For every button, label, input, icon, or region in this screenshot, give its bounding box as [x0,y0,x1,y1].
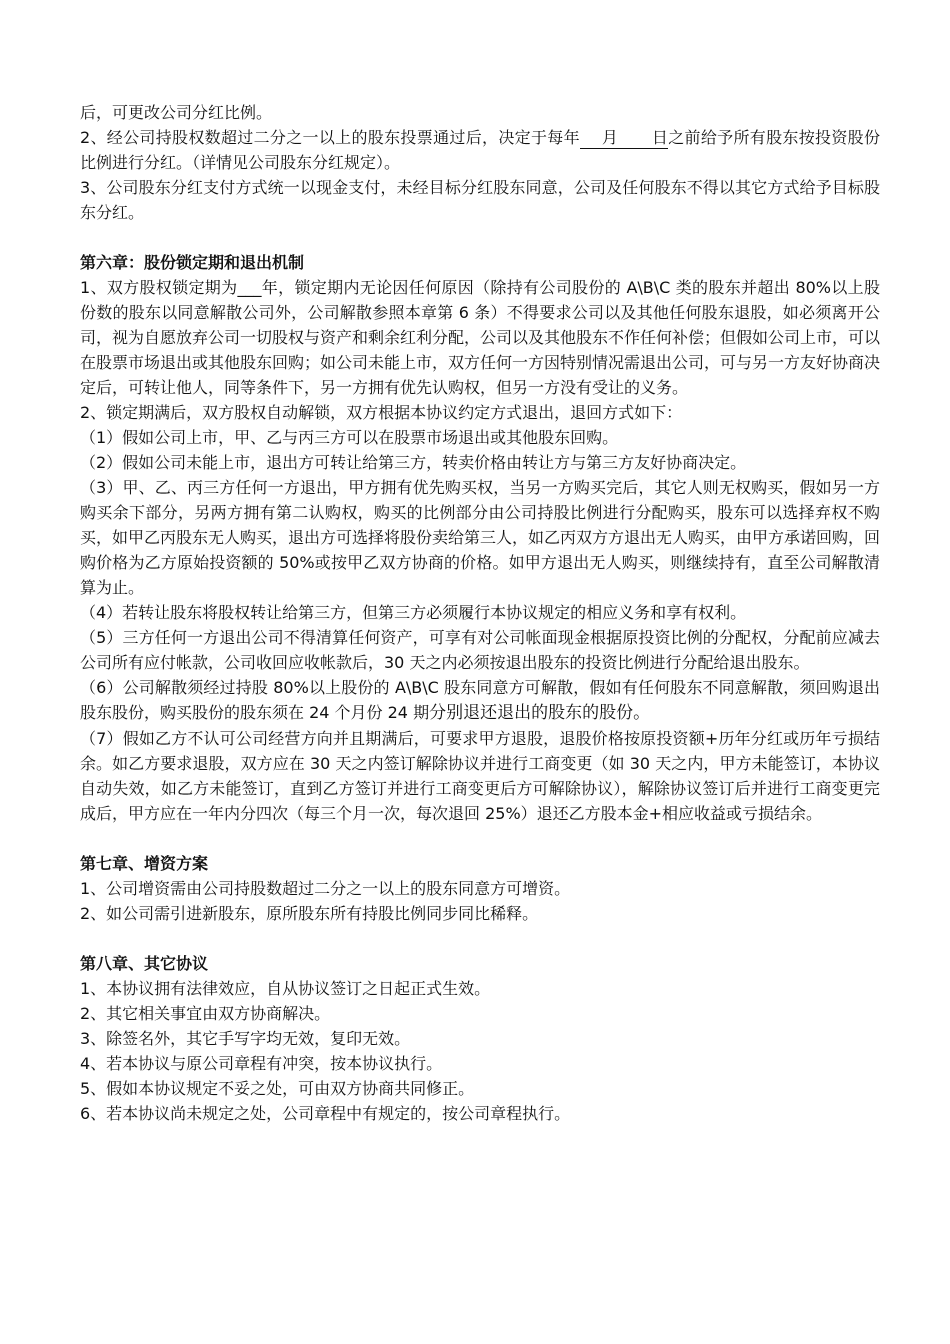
ch8-item: 3、除签名外，其它手写字均无效，复印无效。 [80,1029,411,1048]
ch6-item-7: （7）假如乙方不认可公司经营方向并且期满后，可要求甲方退股，退股价格按原投资额+历年分红或历年亏损结余。如乙方要求退股，双方应在 30 天之内签订解除协议并进行工商变更（如 30 天之内，甲方未能签订，本协议自动失效，如乙方未能签订，直到乙方签订并进行工商变更后方可解除协议），解除协议签订后并进行工商变更完成后，甲方应在一年内分四次（每三个月一次，每次退回 25%）退还乙方股本金+相应收益或亏损结余。 [80,729,880,823]
ch6-item-6 [80,675,880,726]
ch8-item: 2、其它相关事宜由双方协商解决。 [80,1004,331,1023]
intro-paragraph-3: 3、公司股东分红支付方式统一以现金支付，未经目标分红股东同意，公司及任何股东不得以其它方式给予目标股东分红。 [80,178,880,222]
intro-paragraph-0: 后，可更改公司分红比例。 [80,103,273,122]
month-label: 月 [601,128,618,147]
document-page [80,100,880,1126]
chapter-8-title: 第八章、其它协议 [80,954,209,973]
month-blank [580,128,668,149]
ch6-p1-text-b: 年，锁定期内无论因任何原因（除持有公司股份的 A\B\C 类的股东并超出 80%以上股份数的股东以同意解散公司外，公司解散参照本章第 6 条）不得要求公司以及其他任何股东退股，如必须离开公司，视为自愿放弃公司一切股权与资产和剩余红利分配，公司以及其他股东不作任何补偿；但假如公司上市，可以在股票市场退出或其他股东回购；如公司未能上市，双方任何一方因特别情况需退出公司，可与另一方友好协商决定后，可转让他人，同等条件下，另一方拥有优先认购权，但另一方没有受让的义务。 [80,278,881,397]
ch6-paragraph-2: 2、锁定期满后，双方股权自动解锁，双方根据本协议约定方式退出，退回方式如下： [80,403,683,422]
ch6-item-5: （5）三方任何一方退出公司不得清算任何资产，可享有对公司帐面现金根据原投资比例的分配权，分配前应减去公司所有应付帐款，公司收回应收帐款后，30 天之内必须按退出股东的投资比例进行分配给退出股东。 [80,628,880,672]
ch6-paragraph-1 [80,275,880,400]
ch6-item-1: （1）假如公司上市，甲、乙与丙三方可以在股票市场退出或其他股东回购。 [80,428,619,447]
lock-years-blank: ___ [237,278,262,297]
chapter-7-title: 第七章、增资方案 [80,854,209,873]
intro-p2-text-b: 之前给予所有股东按投资股份比例进行分红。（详情见公司股东分红规定）。 [80,128,880,172]
ch7-paragraph-1: 1、公司增资需由公司持股数超过二分之一以上的股东同意方可增资。 [80,879,571,898]
ch8-item: 4、若本协议与原公司章程有冲突，按本协议执行。 [80,1054,443,1073]
ch6-item-4: （4）若转让股东将股权转让给第三方，但第三方必须履行本协议规定的相应义务和享有权利。 [80,603,747,622]
ch6-item-3: （3）甲、乙、丙三方任何一方退出，甲方拥有优先购买权，当另一方购买完后，其它人则无权购买，假如另一方购买余下部分，另两方拥有第二认购权，购买的比例部分由公司持股比例进行分配购买，股东可以选择弃权不购买，如甲乙丙股东无人购买，退出方可选择将股份卖给第三人，如乙丙双方方退出无人购买，由甲方承诺回购，回购价格为乙方原始投资额的 50%或按甲乙双方协商的价格。如甲方退出无人购买，则继续持有，直至公司解散清算为止。 [80,478,881,597]
ch6-p1-text-a: 1、双方股权锁定期为 [80,278,238,297]
ch8-item: 6、若本协议尚未规定之处，公司章程中有规定的，按公司章程执行。 [80,1104,571,1123]
intro-paragraph-2 [80,125,880,175]
ch8-item: 5、假如本协议规定不妥之处，可由双方协商共同修正。 [80,1079,475,1098]
ch6-item-6-text-a: （6）公司解散须经过持股 80%以上股份的 A\B\C 股东同意方可解散，假如有任何股东不同意解散，须回购退出股东股份，购买股份的股东须在 24 个月份 24 期 [80,678,880,722]
ch7-paragraph-2: 2、如公司需引进新股东，原所股东所有持股比例同步同比稀释。 [80,904,539,923]
ch6-item-2: （2）假如公司未能上市，退出方可转让给第三方，转卖价格由转让方与第三方友好协商决定。 [80,453,747,472]
intro-p2-text-a: 2、经公司持股权数超过二分之一以上的股东投票通过后，决定于每年 [80,128,580,147]
chapter-6-title: 第六章：股份锁定期和退出机制 [80,253,305,272]
day-label: 日 [651,128,668,147]
ch6-item-6-text-b: 分别退还退出的股东的股份。 [429,703,651,723]
ch8-item: 1、本协议拥有法律效应，自从协议签订之日起正式生效。 [80,979,491,998]
